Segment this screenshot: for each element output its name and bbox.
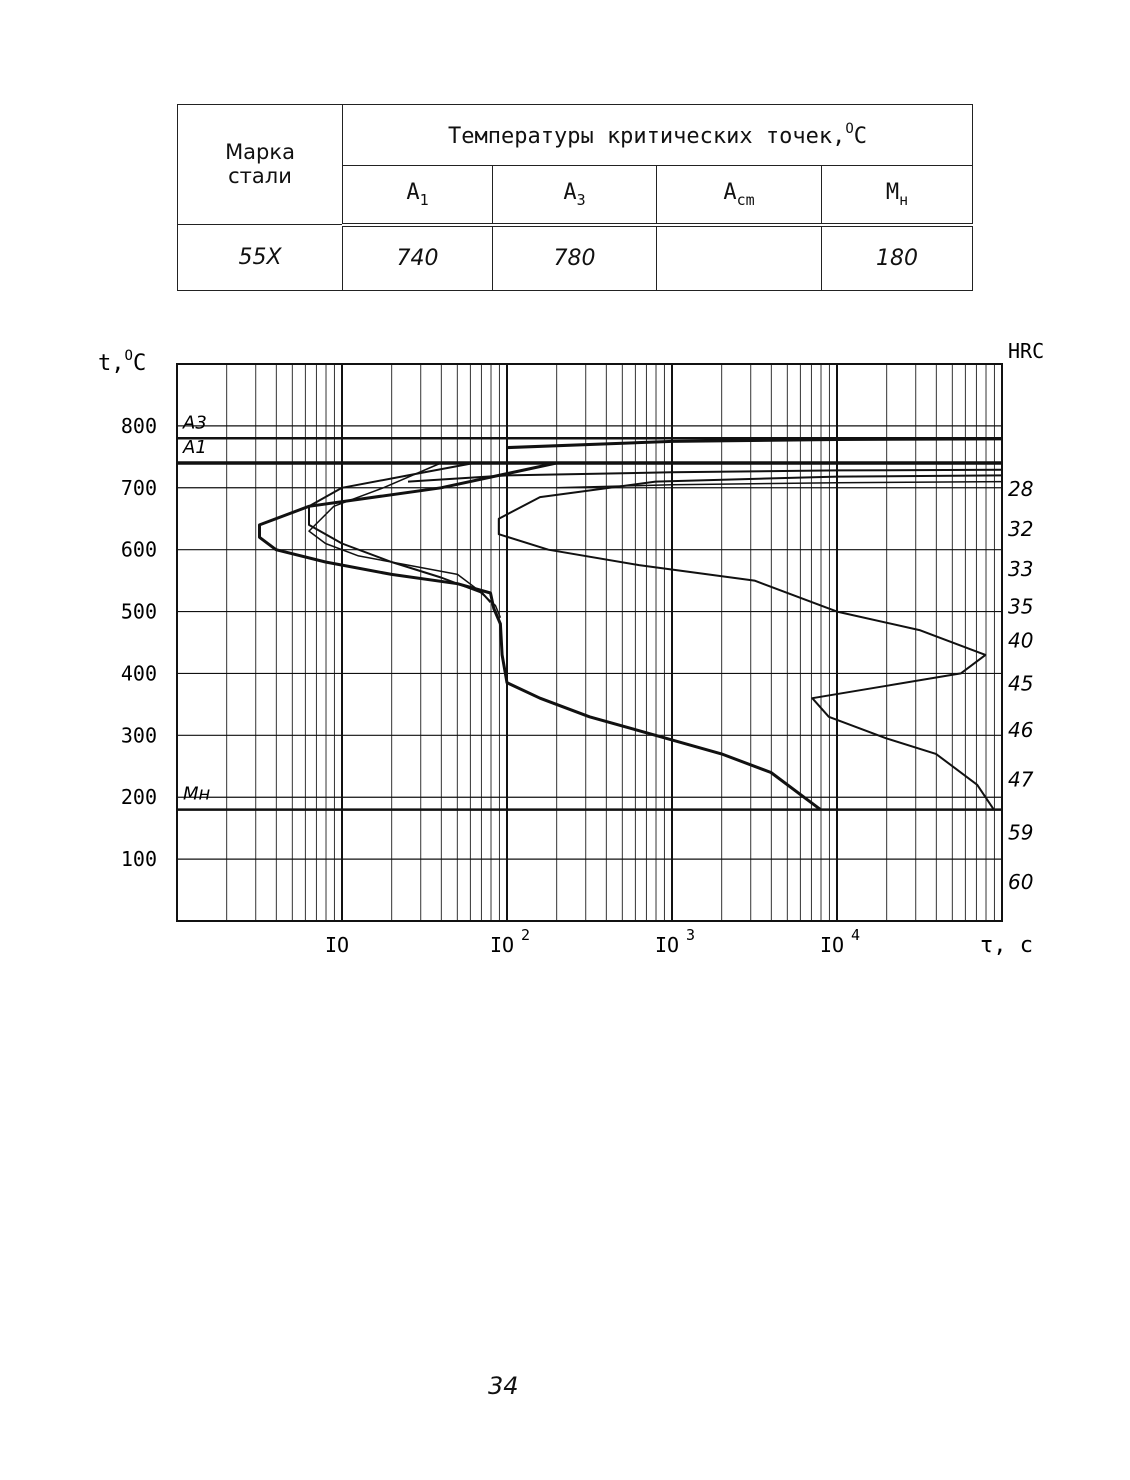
y-tick-label: 800 — [120, 413, 157, 438]
header-acm: $A_{cm}$ — [657, 166, 822, 225]
hrc-value-label: 46 — [1008, 718, 1034, 743]
x-tick-exponent: 4 — [851, 926, 861, 944]
hrc-value-label: 59 — [1008, 820, 1034, 845]
cell-a3: 780 — [493, 225, 657, 291]
y-tick-label: 700 — [120, 475, 157, 500]
y-tick-label: 600 — [120, 537, 157, 562]
hrc-value-label: 35 — [1008, 594, 1034, 619]
plot-frame — [177, 364, 1002, 921]
header-a3: $A_3$ — [493, 166, 657, 225]
header-a1: $A_1$ — [343, 166, 493, 225]
hrc-value-label: 40 — [1008, 628, 1034, 653]
x-tick-label: IO — [654, 933, 680, 957]
y-tick-label: 500 — [120, 599, 157, 624]
hrc-value-label: 33 — [1008, 557, 1034, 582]
x-axis-title: τ, c — [980, 933, 1033, 958]
x-tick-label: IO — [489, 933, 515, 957]
header-mn: $M_н$ — [822, 166, 973, 225]
hrc-value-label: 28 — [1008, 476, 1034, 501]
page-number: 34 — [488, 1372, 519, 1400]
a3-label: A3 — [183, 412, 207, 434]
x-tick-exponent: 3 — [686, 926, 696, 944]
x-tick-label: IO — [819, 933, 845, 957]
hrc-value-label: 60 — [1008, 869, 1034, 894]
x-tick-label: IO — [324, 933, 350, 957]
hrc-title: HRC — [1008, 339, 1045, 363]
y-tick-label: 200 — [120, 785, 157, 810]
transformation-curves — [260, 439, 1003, 810]
chart-grid — [177, 364, 1002, 921]
cell-a1: 740 — [343, 225, 493, 291]
x-tick-exponent: 2 — [521, 926, 531, 944]
y-tick-label: 100 — [120, 847, 157, 872]
reference-lines — [177, 438, 1002, 809]
hrc-value-label: 32 — [1008, 517, 1034, 542]
mn-label: Mн — [183, 783, 211, 805]
critical-temperatures-header: Температуры критических точек,$^O$С — [343, 105, 973, 166]
hrc-value-label: 45 — [1008, 671, 1034, 696]
y-tick-label: 300 — [120, 723, 157, 748]
steel-grade-header: Марка стали — [178, 105, 343, 225]
a1-label: A1 — [183, 437, 207, 459]
y-axis-title: t,$^O$C — [98, 348, 147, 376]
hrc-value-label: 47 — [1008, 767, 1034, 792]
y-tick-label: 400 — [120, 661, 157, 686]
cooling-curve-4 — [507, 439, 1002, 448]
cooling-curve-1 — [260, 463, 821, 810]
cell-mn: 180 — [822, 225, 973, 291]
cell-grade: 55X — [178, 225, 343, 291]
